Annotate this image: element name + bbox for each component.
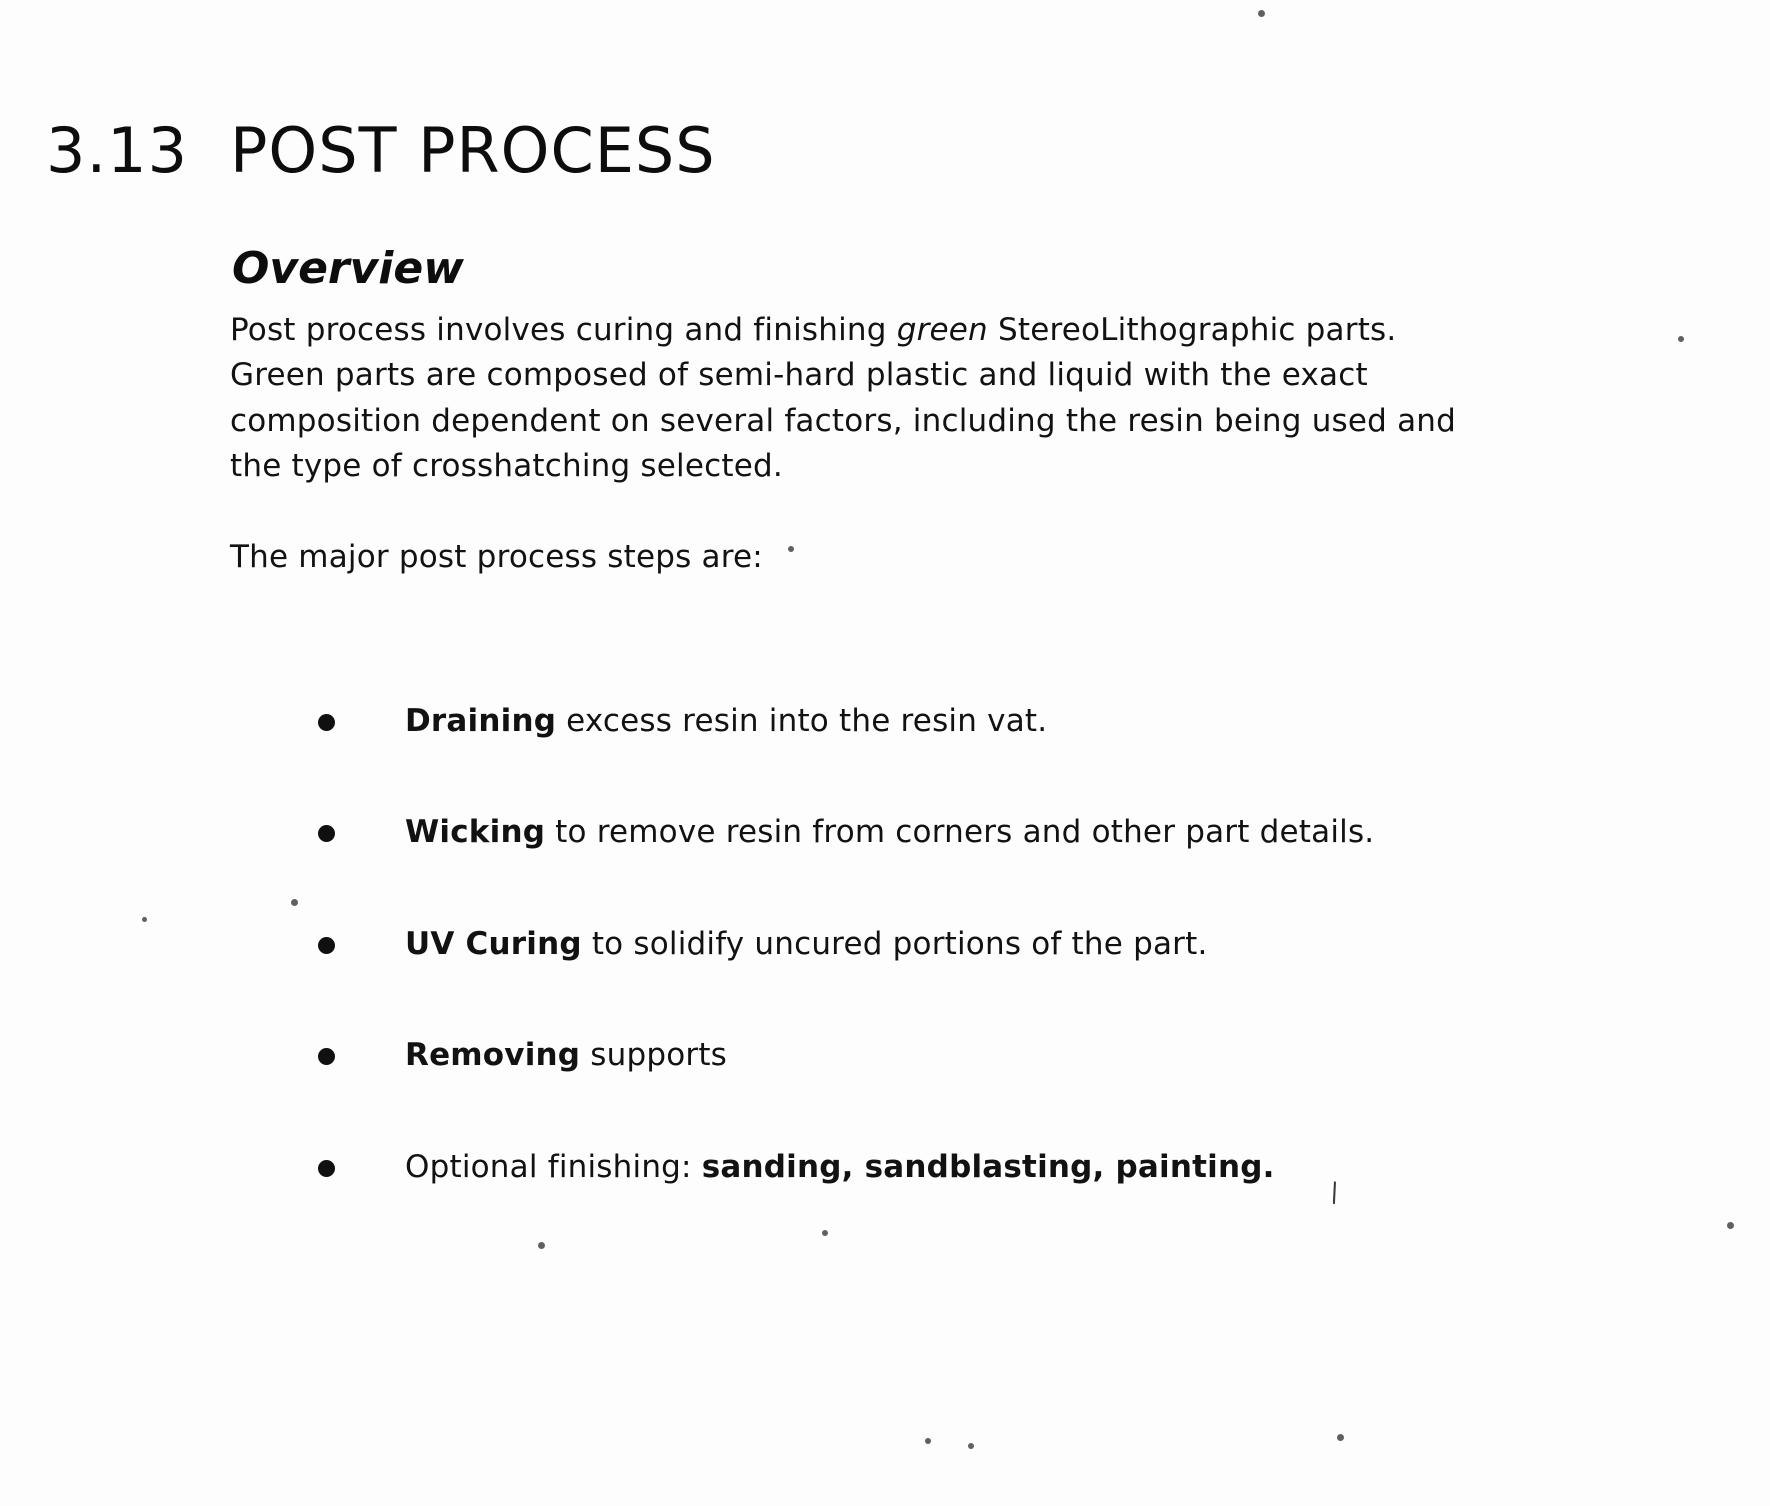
body-text-block: [230, 308, 1495, 580]
bullet-icon: [318, 937, 335, 954]
post-process-steps-list: [318, 700, 1518, 1189]
page-title: [46, 114, 716, 187]
intro-paragraph-part-2: StereoLithographic parts. Green parts are composed of semi-hard plastic and liquid with the exact composition dependent on several factors, including the resin being used and the type of crosshatching selected.: [230, 312, 1457, 484]
list-item: [318, 923, 1518, 966]
scan-speck: [538, 1242, 545, 1249]
lead-in-text: The major post process steps are:: [230, 539, 763, 575]
scan-speck: [1258, 10, 1265, 17]
list-item-bold: Removing: [405, 1037, 581, 1074]
bullet-icon: [318, 825, 335, 842]
list-item-text: [405, 1146, 1275, 1189]
list-item-bold: Draining: [405, 703, 557, 739]
scan-speck: [1337, 1434, 1344, 1441]
scan-speck: [925, 1438, 931, 1444]
scan-speck: [968, 1443, 974, 1449]
list-item-text: [405, 1034, 727, 1077]
list-item-text: [405, 700, 1047, 743]
intro-paragraph-emphasis: green: [896, 312, 988, 348]
scan-speck: [822, 1230, 828, 1236]
bullet-icon: [318, 1160, 335, 1177]
list-item-bold: UV Curing: [405, 925, 582, 962]
scan-speck: [291, 899, 298, 906]
list-item-rest: excess resin into the resin vat.: [556, 703, 1048, 739]
list-item: [318, 1034, 1518, 1077]
list-item-rest: Optional finishing:: [405, 1148, 702, 1185]
list-item: [318, 811, 1518, 854]
scan-speck: [142, 917, 147, 922]
scan-speck: [1727, 1222, 1734, 1229]
list-item-trailing-bold: sanding, sandblasting, painting.: [701, 1148, 1275, 1185]
scan-mark: \: [1325, 1177, 1344, 1209]
list-item-text: [405, 923, 1208, 966]
intro-paragraph-part-1: Post process involves curing and finishing: [230, 312, 897, 348]
list-item-bold: Wicking: [405, 814, 546, 851]
bullet-icon: [318, 1048, 335, 1065]
subheading-overview: Overview: [232, 242, 464, 294]
bullet-icon: [318, 714, 335, 731]
scan-speck: [1678, 336, 1684, 342]
list-item: [318, 1146, 1518, 1189]
section-number: 3.13: [46, 113, 189, 187]
list-item-rest: to remove resin from corners and other part details.: [545, 814, 1375, 851]
section-title: POST PROCESS: [230, 113, 716, 187]
list-item-rest: to solidify uncured portions of the part.: [581, 925, 1208, 962]
intro-paragraph: [230, 308, 1495, 489]
list-item-text: [405, 811, 1374, 854]
list-item: [318, 700, 1518, 743]
list-item-rest: supports: [580, 1037, 728, 1074]
